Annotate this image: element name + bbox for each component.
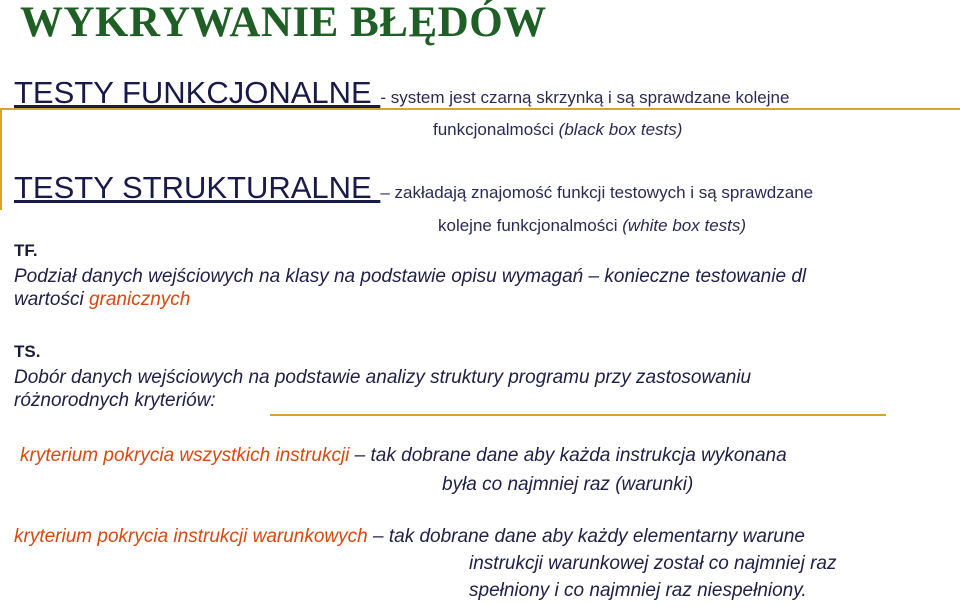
criterion2-name: kryterium pokrycia instrukcji warunkowych (14, 526, 368, 547)
tf-line2 (14, 289, 190, 311)
left-accent-line (0, 108, 2, 210)
functional-tests-desc-line1: - system jest czarną skrzynką i są sprawdzane kolejne (380, 88, 790, 107)
criterion1-name: kryterium pokrycia wszystkich instrukcji (20, 445, 350, 466)
criterion1-desc-line1: – tak dobrane dane aby każda instrukcja wykonana (349, 445, 787, 466)
functional-tests-desc-line2 (433, 120, 682, 140)
functional-tests-desc-italic: (black box tests) (558, 120, 683, 139)
functional-tests-desc-plain: funkcjonalmości (433, 120, 559, 139)
structural-tests-heading: TESTY STRUKTURALNE (14, 170, 381, 205)
criteria-divider-line (270, 414, 886, 416)
structural-tests-desc-line2 (438, 216, 746, 236)
criterion2-desc-line3: spełniony i co najmniej raz niespełniony. (469, 580, 807, 601)
slide-title: WYKRYWANIE BŁĘDÓW (20, 0, 547, 46)
tf-line2-highlight: granicznych (88, 289, 191, 310)
tf-label: TF. (14, 241, 38, 260)
ts-line1: Dobór danych wejściowych na podstawie analizy struktury programu przy zastosowaniu (14, 367, 752, 388)
structural-tests-row (14, 170, 813, 206)
criterion2-desc-line2: instrukcji warunkowej został co najmniej raz (469, 553, 837, 574)
ts-line2: różnorodnych kryteriów: (14, 390, 216, 411)
functional-tests-heading: TESTY FUNKCJONALNE (14, 75, 381, 110)
tf-line1: Podział danych wejściowych na klasy na podstawie opisu wymagań – konieczne testowanie dl (14, 266, 807, 287)
criterion2-desc-line1: – tak dobrane dane aby każdy elementarny warune (367, 526, 805, 547)
criterion2-line1 (14, 526, 805, 548)
criterion1-line1 (20, 445, 787, 467)
structural-tests-desc-plain: kolejne funkcjonalmości (438, 216, 623, 235)
ts-label: TS. (14, 342, 41, 361)
tf-line2-plain: wartości (14, 289, 89, 310)
structural-tests-desc-line1: – zakładają znajomość funkcji testowych i są sprawdzane (380, 183, 814, 202)
structural-tests-desc-italic: (white box tests) (622, 216, 747, 235)
criterion1-desc-line2: była co najmniej raz (warunki) (442, 474, 694, 495)
functional-tests-row (14, 75, 789, 111)
